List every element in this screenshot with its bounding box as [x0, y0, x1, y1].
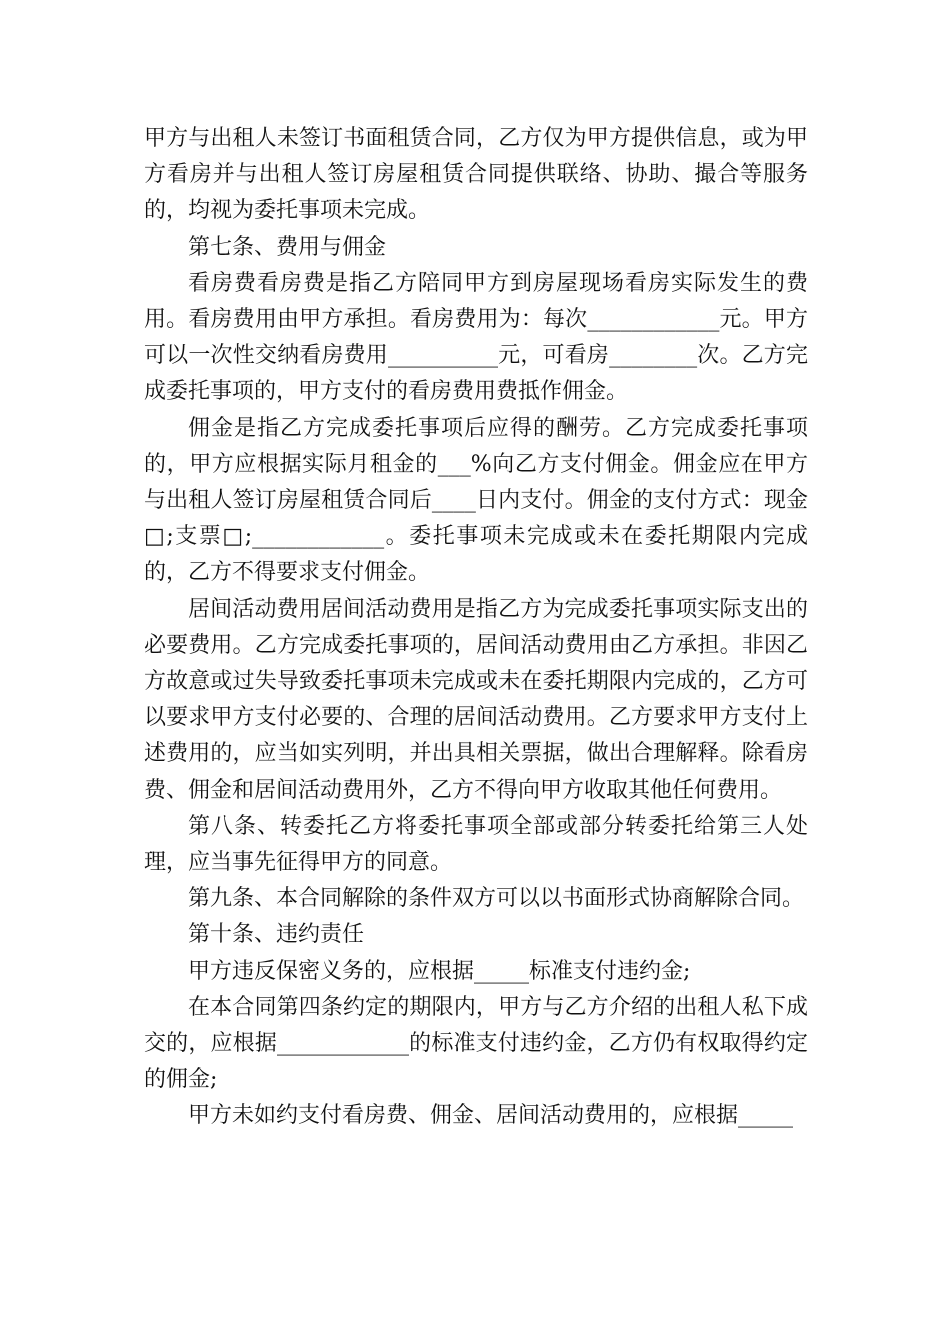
- paragraph-private-deal-penalty: 在本合同第四条约定的期限内，甲方与乙方介绍的出租人私下成交的，应根据____________的标准支付违约金，乙方仍有权取得约定的佣金;: [144, 994, 808, 1093]
- paragraph-payment-default: 甲方未如约支付看房费、佣金、居间活动费用的，应根据_____: [188, 1103, 794, 1129]
- paragraph-article-9: 第九条、本合同解除的条件双方可以以书面形式协商解除合同。: [188, 886, 805, 912]
- document-page: [144, 121, 808, 1135]
- section-heading-article-10: 第十条、违约责任: [188, 922, 365, 948]
- paragraph-viewing-fee: 看房费看房费是指乙方陪同甲方到房屋现场看房实际发生的费用。看房费用由甲方承担。看房费用为：每次____________元。甲方可以一次性交纳看房费用__________元，可看房________次。乙方完成委托事项的，甲方支付的看房费用费抵作佣金。: [144, 270, 808, 405]
- paragraph-commission: 佣金是指乙方完成委托事项后应得的酬劳。乙方完成委托事项的，甲方应根据实际月租金的___%向乙方支付佣金。佣金应在甲方与出租人签订房屋租赁合同后____日内支付。佣金的支付方式：现金□;支票□;____________。委托事项未完成或未在委托期限内完成的，乙方不得要求支付佣金。: [144, 415, 808, 586]
- paragraph-confidentiality-breach: 甲方违反保密义务的，应根据_____标准支付违约金;: [188, 958, 691, 984]
- paragraph-brokerage-expenses: 居间活动费用居间活动费用是指乙方为完成委托事项实际支出的必要费用。乙方完成委托事项的，居间活动费用由乙方承担。非因乙方故意或过失导致委托事项未完成或未在委托期限内完成的，乙方可以要求甲方支付必要的、合理的居间活动费用。乙方要求甲方支付上述费用的，应当如实列明，并出具相关票据，做出合理解释。除看房费、佣金和居间活动费用外，乙方不得向甲方收取其他任何费用。: [144, 596, 808, 803]
- paragraph-1: 甲方与出租人未签订书面租赁合同，乙方仅为甲方提供信息，或为甲方看房并与出租人签订房屋租赁合同提供联络、协助、撮合等服务的，均视为委托事项未完成。: [144, 126, 808, 224]
- section-heading-article-7: 第七条、费用与佣金: [188, 234, 387, 260]
- paragraph-article-8: 第八条、转委托乙方将委托事项全部或部分转委托给第三人处理，应当事先征得甲方的同意。: [144, 813, 808, 876]
